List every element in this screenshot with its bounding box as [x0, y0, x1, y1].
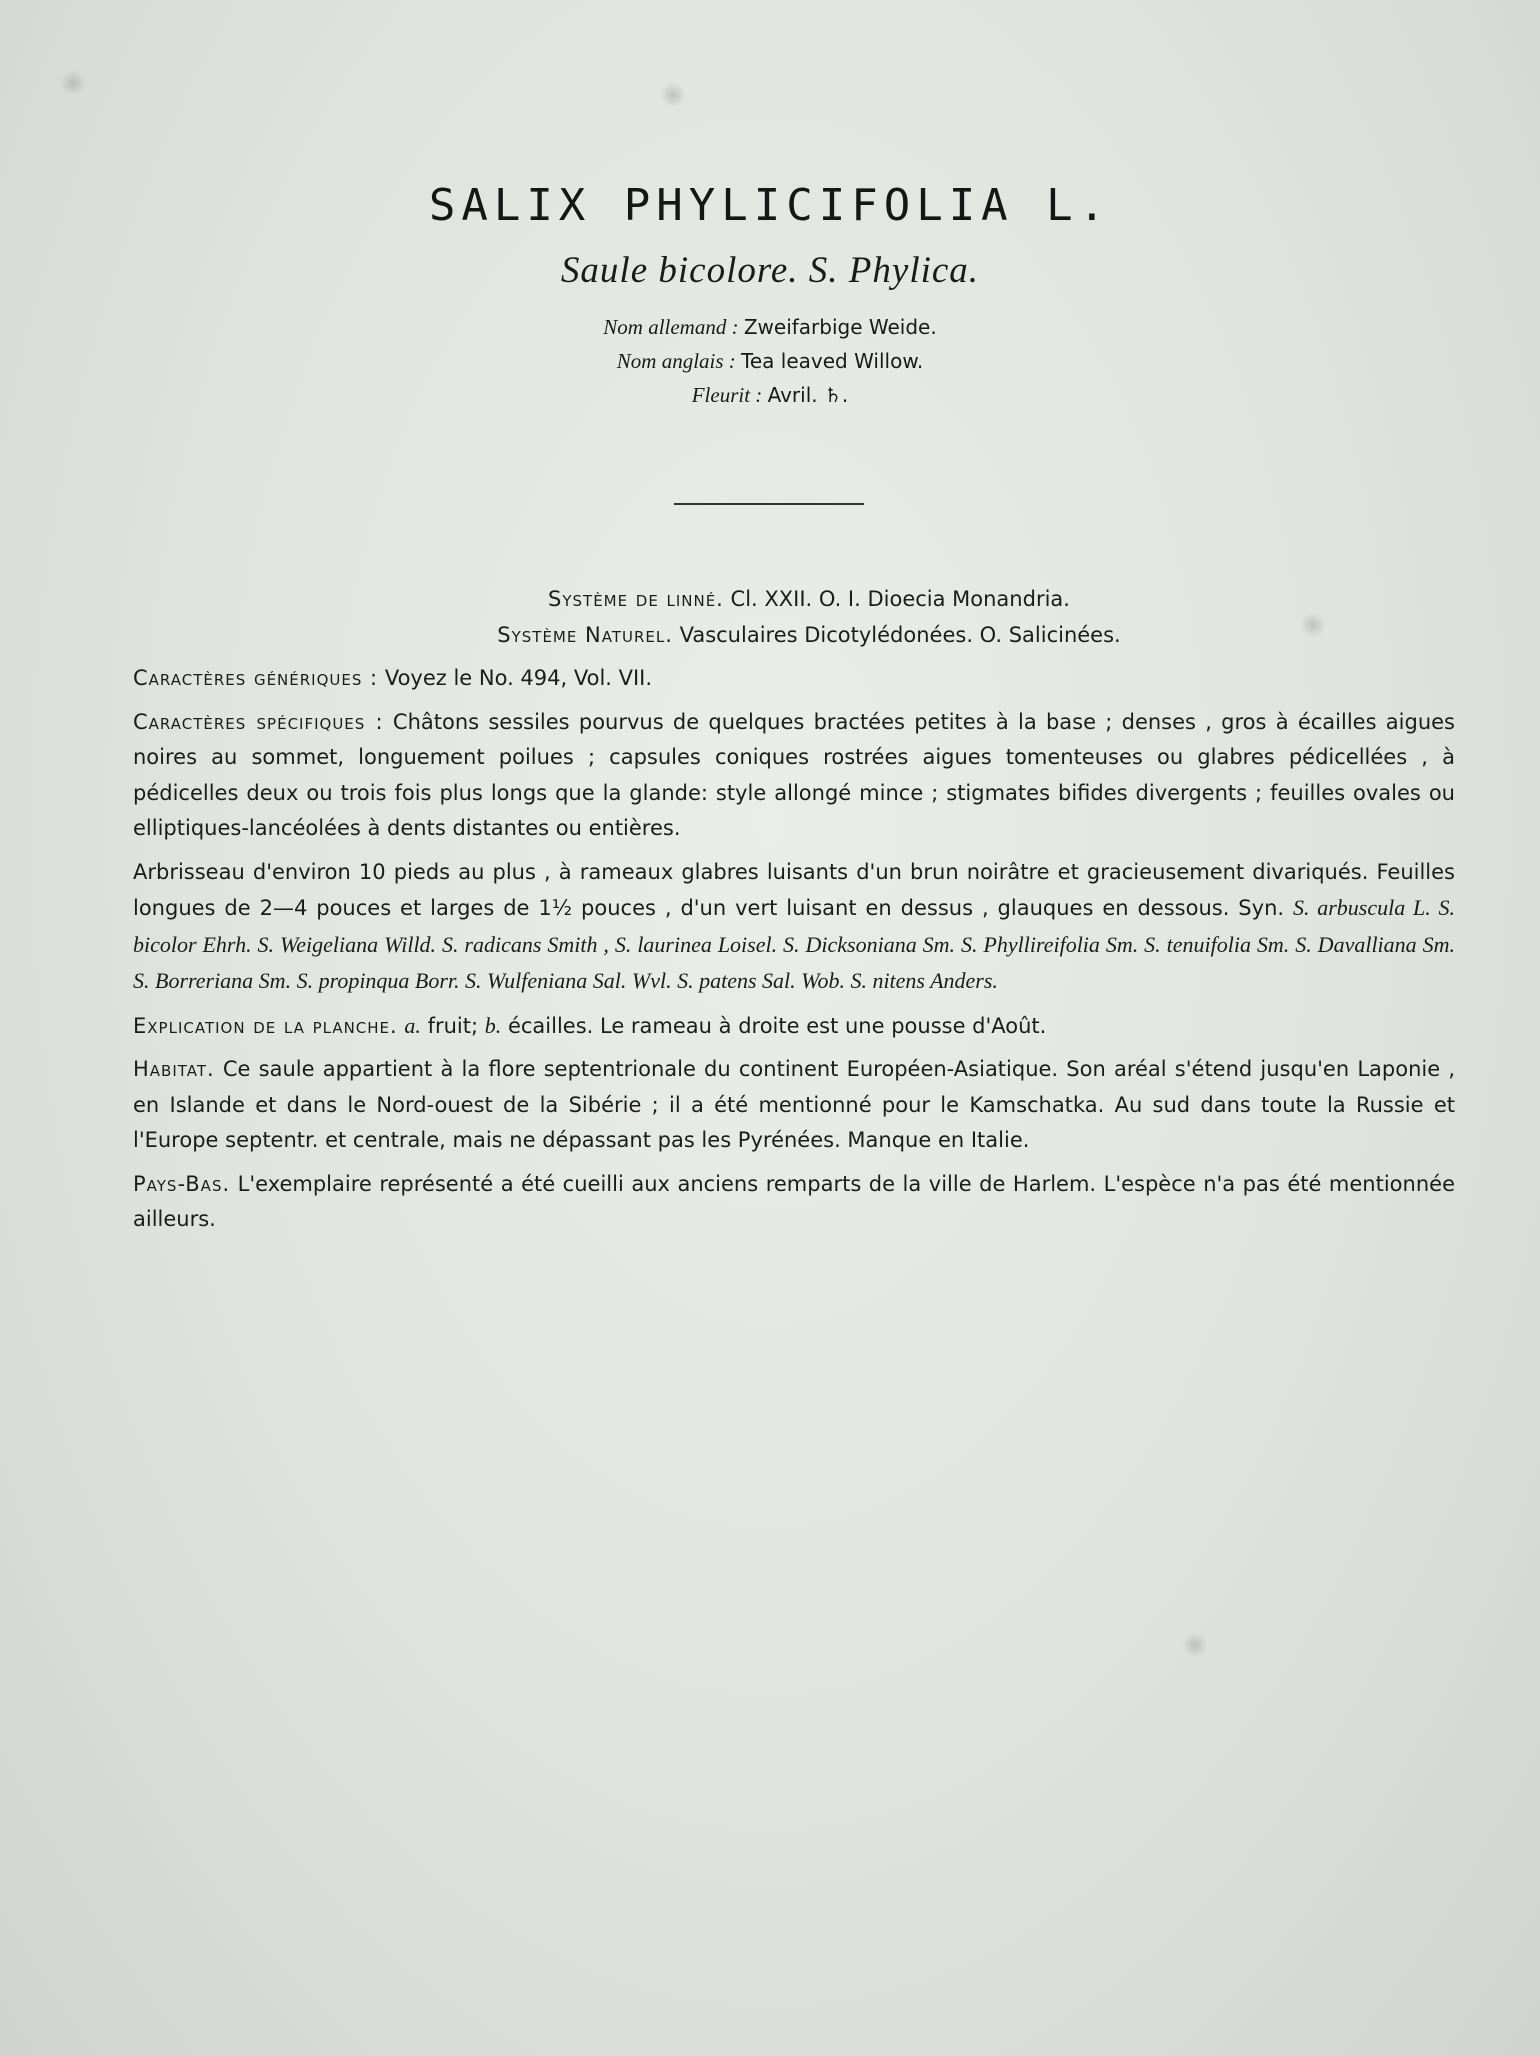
shrub-description	[133, 855, 1455, 1000]
netherlands-text: L'exemplaire représenté a été cueilli aux anciens remparts de la ville de Harlem. L'espèce n'a pas été mentionnée ailleurs.	[133, 1171, 1455, 1231]
explanation-label: Explication de la planche.	[133, 1013, 398, 1038]
plate-explanation	[133, 1008, 1455, 1045]
habitat-label: Habitat.	[133, 1057, 215, 1081]
naturel-label: Système Naturel.	[497, 622, 673, 647]
flowering-value: Avril. ♄.	[767, 383, 849, 407]
netherlands	[133, 1167, 1455, 1238]
explanation-a: a.	[404, 1012, 421, 1038]
german-name-line	[0, 310, 1540, 344]
habitat-text: Ce saule appartient à la flore septentrionale du continent Européen-Asiatique. Son aréal s'étend jusqu'en Laponie , en Islande et dans le Nord-ouest de la Sibérie ; il a été mentionné pour le Kamschatka. Au sud dans toute la Russie et l'Europe septentr. et centrale, mais ne dépassant pas les Pyrénées. Manque en Italie.	[133, 1057, 1455, 1152]
specific-label: Caractères spécifiques :	[133, 709, 384, 734]
header	[0, 178, 1540, 412]
flowering-line	[0, 378, 1540, 412]
generic-label: Caractères génériques :	[133, 666, 379, 690]
page-title: SALIX PHYLICIFOLIA L.	[428, 180, 1112, 231]
description-body	[133, 582, 1455, 1246]
explanation-b-text: écailles. Le rameau à droite est une pousse d'Août.	[507, 1013, 1047, 1038]
english-name-line	[0, 344, 1540, 378]
linne-system	[133, 582, 1455, 618]
habitat	[133, 1052, 1455, 1159]
specific-text: Châtons sessiles pourvus de quelques bractées petites à la base ; denses , gros à écailles aigues noires au sommet, longuement poilues ; capsules coniques rostrées aigues tomenteuses ou glabres pédicellées , à pédicelles deux ou trois fois plus longs que la glande: style allongé mince ; stigmates bifides divergents ; feuilles ovales ou elliptiques-lancéolées à dents distantes ou entières.	[133, 709, 1455, 840]
specific-characters	[133, 705, 1455, 847]
flowering-label: Fleurit :	[691, 383, 763, 407]
divider	[674, 503, 864, 505]
generic-text: Voyez le No. 494, Vol. VII.	[384, 666, 653, 690]
paper-spot	[660, 82, 686, 108]
paper-spot	[1182, 1632, 1208, 1658]
shrub-text: Arbrisseau d'environ 10 pieds au plus , à rameaux glabres luisants d'un brun noirâtre et gracieusement divariqués. Feuilles longues de 2—4 pouces et larges de 1½ pouces , d'un vert luisant en dessus , glauques en dessous. Syn.	[133, 859, 1455, 920]
explanation-b: b.	[484, 1012, 502, 1038]
german-name-value: Zweifarbige Weide.	[743, 315, 937, 339]
common-names	[0, 310, 1540, 412]
paper-spot	[60, 70, 86, 96]
netherlands-label: Pays-Bas.	[133, 1171, 231, 1196]
generic-characters	[133, 661, 1455, 697]
linne-label: Système de linné.	[548, 587, 724, 611]
german-name-label: Nom allemand :	[603, 315, 739, 339]
linne-value: Cl. XXII. O. I. Dioecia Monandria.	[730, 587, 1070, 611]
natural-system	[133, 618, 1455, 654]
english-name-value: Tea leaved Willow.	[741, 349, 924, 373]
english-name-label: Nom anglais :	[616, 349, 736, 373]
explanation-a-text: fruit;	[427, 1013, 479, 1038]
naturel-value: Vasculaires Dicotylédonées. O. Salicinées.	[679, 622, 1121, 647]
french-name: Saule bicolore. S. Phylica.	[560, 250, 980, 291]
synonyms: S. arbuscula L. S. bicolor Ehrh. S. Weigeliana Willd. S. radicans Smith , S. laurinea Loisel. S. Dicksoniana Sm. S. Phyllireifolia Sm. S. tenuifolia Sm. S. Davalliana Sm. S. Borreriana Sm. S. propinqua Borr. S. Wulfeniana Sal. Wvl. S. patens Sal. Wob. S. nitens Anders.	[133, 895, 1455, 993]
